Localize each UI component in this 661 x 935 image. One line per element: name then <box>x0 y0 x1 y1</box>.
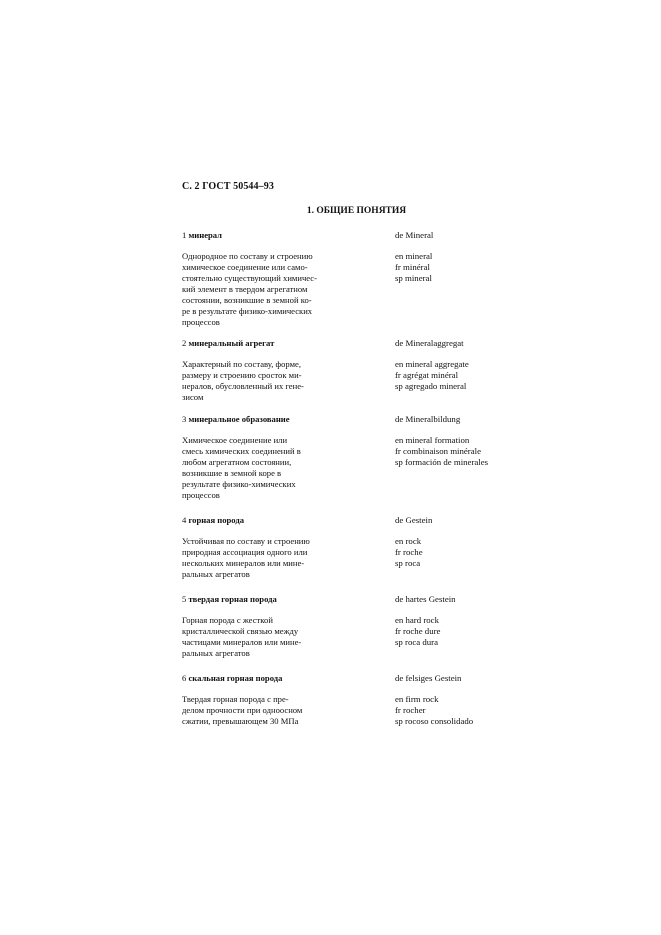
equivalent-fr: fr roche <box>395 547 423 557</box>
equivalent-sp: sp rocoso consolidado <box>395 716 474 726</box>
term-equivalents <box>395 536 423 569</box>
term-heading <box>182 338 274 348</box>
term-de: de Mineral <box>395 230 434 240</box>
term-number: 6 <box>182 673 187 683</box>
term-heading <box>182 230 222 240</box>
term-definition <box>182 615 382 659</box>
definition-line: процессов <box>182 317 220 327</box>
term-de: de Mineralaggregat <box>395 338 464 348</box>
definition-line: делом прочности при одноосном <box>182 705 303 715</box>
term-equivalents <box>395 251 432 284</box>
term-name: скальная горная порода <box>188 673 283 683</box>
equivalent-sp: sp roca <box>395 558 421 568</box>
term-number: 3 <box>182 414 187 424</box>
definition-line: состоянии, возникшие в земной ко- <box>182 295 312 305</box>
definition-line: Химическое соединение или <box>182 435 288 445</box>
equivalent-sp: sp mineral <box>395 273 432 283</box>
term-definition <box>182 251 382 328</box>
term-de: de hartes Gestein <box>395 594 456 604</box>
equivalent-en: en mineral <box>395 251 433 261</box>
definition-line: ральных агрегатов <box>182 569 250 579</box>
definition-line: Горная порода с жесткой <box>182 615 273 625</box>
term-heading <box>182 414 290 424</box>
equivalent-fr: fr roche dure <box>395 626 441 636</box>
term-definition <box>182 536 382 580</box>
term-equivalents <box>395 435 488 468</box>
definition-line: любом агрегатном состоянии, <box>182 457 292 467</box>
definition-line: стоятельно существующий химичес- <box>182 273 317 283</box>
definition-line: химическое соединение или само- <box>182 262 308 272</box>
term-name: твердая горная порода <box>188 594 277 604</box>
definition-line: сжатии, превышающем 30 МПа <box>182 716 299 726</box>
term-equivalents <box>395 615 440 648</box>
definition-line: Однородное по составу и строению <box>182 251 313 261</box>
definition-line: зисом <box>182 392 204 402</box>
page-header: С. 2 ГОСТ 50544–93 <box>182 181 274 192</box>
definition-line: Устойчивая по составу и строению <box>182 536 310 546</box>
definition-line: кий элемент в твердом агрегатном <box>182 284 308 294</box>
term-name: минеральное образование <box>188 414 290 424</box>
term-number: 4 <box>182 515 187 525</box>
equivalent-en: en mineral aggregate <box>395 359 469 369</box>
term-definition <box>182 359 382 403</box>
definition-line: частицами минералов или мине- <box>182 637 302 647</box>
term-de: de felsiges Gestein <box>395 673 462 683</box>
term-heading <box>182 673 282 683</box>
equivalent-sp: sp roca dura <box>395 637 438 647</box>
definition-line: кристаллической связью между <box>182 626 299 636</box>
term-definition <box>182 435 382 501</box>
term-heading <box>182 515 244 525</box>
definition-line: возникшие в земной коре в <box>182 468 282 478</box>
equivalent-en: en firm rock <box>395 694 439 704</box>
definition-line: ре в результате физико-химических <box>182 306 313 316</box>
definition-line: природная ассоциация одного или <box>182 547 308 557</box>
term-number: 1 <box>182 230 187 240</box>
term-equivalents <box>395 694 473 727</box>
definition-line: Твердая горная порода с пре- <box>182 694 289 704</box>
definition-line: Характерный по составу, форме, <box>182 359 301 369</box>
term-heading <box>182 594 277 604</box>
term-definition <box>182 694 382 727</box>
definition-line: смесь химических соединений в <box>182 446 301 456</box>
definition-line: нескольких минералов или мине- <box>182 558 305 568</box>
equivalent-en: en hard rock <box>395 615 439 625</box>
equivalent-sp: sp agregado mineral <box>395 381 467 391</box>
equivalent-sp: sp formación de minerales <box>395 457 489 467</box>
definition-line: ральных агрегатов <box>182 648 250 658</box>
definition-line: результате физико-химических <box>182 479 296 489</box>
equivalent-fr: fr rocher <box>395 705 426 715</box>
definition-line: процессов <box>182 490 220 500</box>
term-de: de Gestein <box>395 515 433 525</box>
term-name: минеральный агрегат <box>188 338 275 348</box>
equivalent-fr: fr minéral <box>395 262 430 272</box>
term-number: 2 <box>182 338 187 348</box>
definition-line: размеру и строению сросток ми- <box>182 370 302 380</box>
section-title: 1. ОБЩИЕ ПОНЯТИЯ <box>306 206 407 216</box>
term-name: минерал <box>188 230 222 240</box>
equivalent-fr: fr agrégat minéral <box>395 370 459 380</box>
definition-line: нералов, обусловленный их гене- <box>182 381 304 391</box>
equivalent-en: en mineral formation <box>395 435 470 445</box>
term-name: горная порода <box>188 515 244 525</box>
term-de: de Mineralbildung <box>395 414 461 424</box>
term-equivalents <box>395 359 469 392</box>
term-number: 5 <box>182 594 187 604</box>
equivalent-en: en rock <box>395 536 422 546</box>
equivalent-fr: fr combinaison minérale <box>395 446 481 456</box>
